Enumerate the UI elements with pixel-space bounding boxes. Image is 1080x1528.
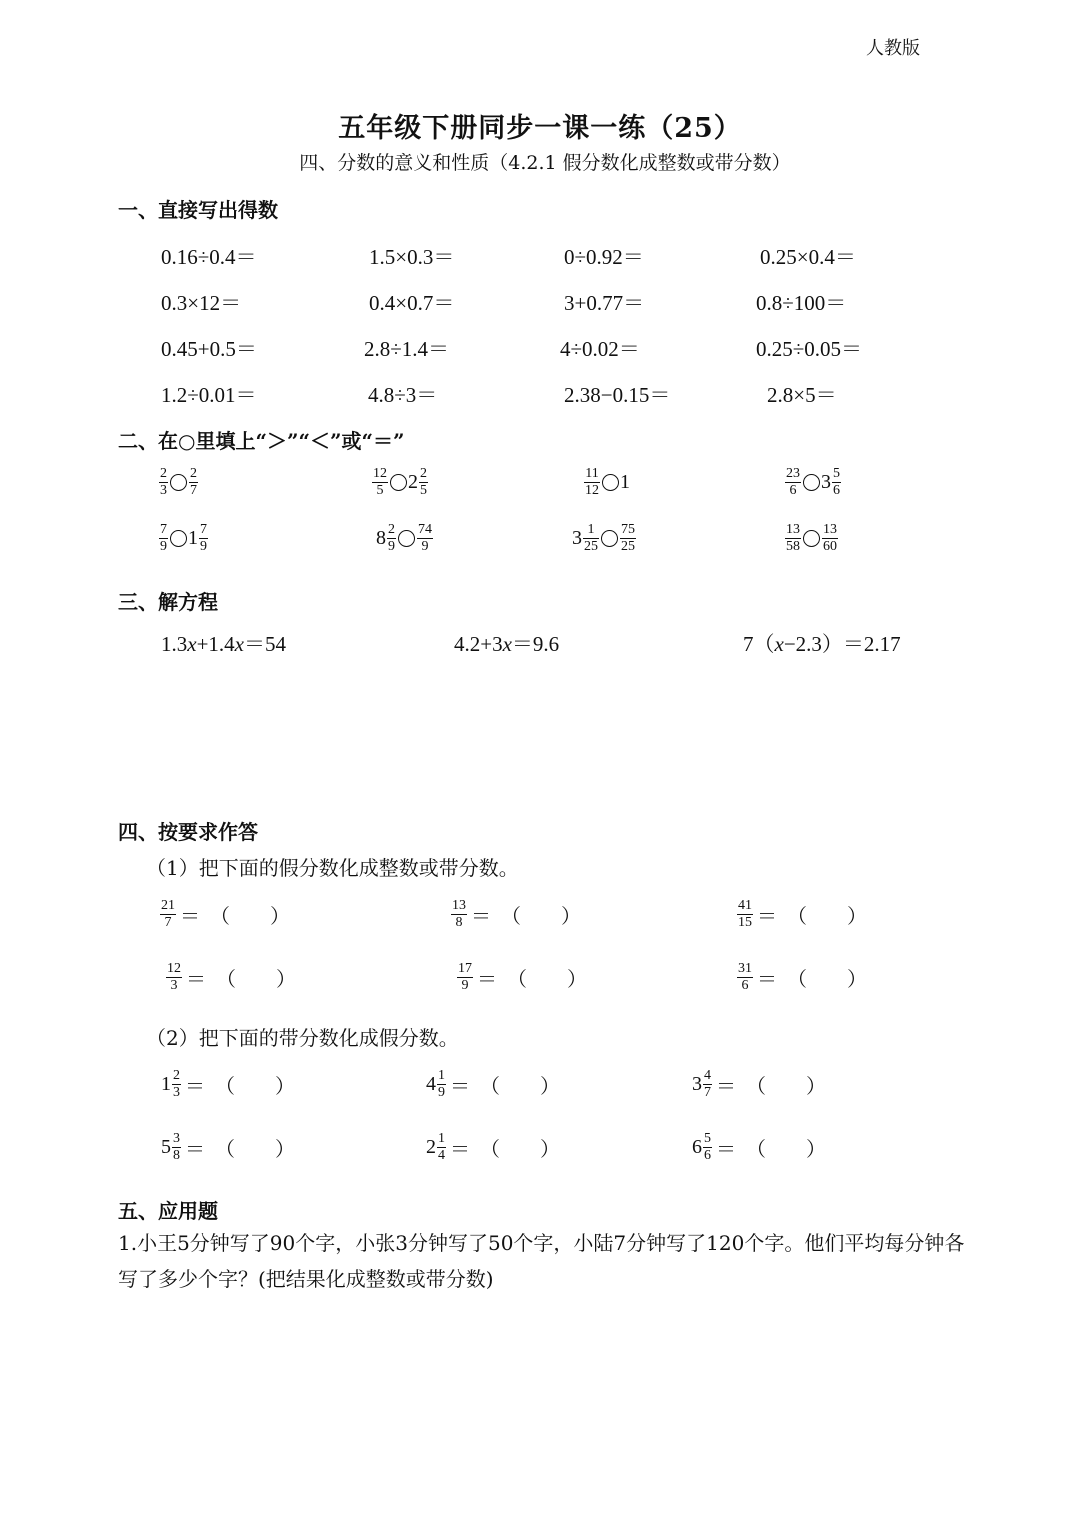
edition-label: 人教版 <box>866 38 920 59</box>
calc-item: 2.8÷1.4＝ <box>364 337 450 361</box>
improper-fraction-item: $\frac{31}{6}$ ＝ （ ） <box>738 961 867 993</box>
mixed-number-item: 3 $\frac{4}{7}$ ＝ （ ） <box>692 1068 826 1100</box>
answer-blank[interactable]: （ ） <box>216 969 296 991</box>
equation-1: 1.3x+1.4x＝54 <box>161 632 286 656</box>
improper-fraction-item: $\frac{13}{8}$ ＝ （ ） <box>452 898 581 930</box>
section-heading-2: 二、在○里填上“＞”“＜”或“＝” <box>118 429 405 453</box>
answer-blank[interactable]: （ ） <box>215 1139 295 1161</box>
answer-circle[interactable] <box>803 530 820 547</box>
calc-item: 0.4×0.7＝ <box>369 291 455 315</box>
page-title: 五年级下册同步一课一练（25） <box>338 113 742 144</box>
calc-item: 1.2÷0.01＝ <box>161 383 257 407</box>
compare-item: $\frac{23}{6}$ 3 $\frac{5}{6}$ <box>786 466 840 498</box>
part-1-instruction: （1）把下面的假分数化成整数或带分数。 <box>146 856 519 880</box>
equation-3: 7（x−2.3）＝2.17 <box>743 632 901 656</box>
answer-blank[interactable]: （ ） <box>215 1076 295 1098</box>
section-heading-5: 五、应用题 <box>118 1199 218 1223</box>
compare-item: $\frac{13}{58}$ $\frac{13}{60}$ <box>786 522 837 554</box>
answer-circle[interactable] <box>602 474 619 491</box>
mixed-number-item: 4 $\frac{1}{9}$ ＝ （ ） <box>426 1068 560 1100</box>
answer-circle[interactable] <box>803 474 820 491</box>
mixed-number-item: 5 $\frac{3}{8}$ ＝ （ ） <box>161 1131 295 1163</box>
compare-item: $\frac{7}{9}$ 1 $\frac{7}{9}$ <box>160 522 207 554</box>
mixed-number-item: 1 $\frac{2}{3}$ ＝ （ ） <box>161 1068 295 1100</box>
improper-fraction-item: $\frac{17}{9}$ ＝ （ ） <box>458 961 587 993</box>
compare-item: $\frac{11}{12}$ 1 <box>585 466 630 498</box>
answer-blank[interactable]: （ ） <box>480 1076 560 1098</box>
compare-item: 8 $\frac{2}{9}$ $\frac{74}{9}$ <box>376 522 432 554</box>
answer-blank[interactable]: （ ） <box>507 969 587 991</box>
improper-fraction-item: $\frac{41}{15}$ ＝ （ ） <box>738 898 867 930</box>
calc-item: 0.25÷0.05＝ <box>756 337 863 361</box>
compare-item: $\frac{12}{5}$ 2 $\frac{2}{5}$ <box>373 466 427 498</box>
calc-item: 0.8÷100＝ <box>756 291 847 315</box>
calc-item: 0.45+0.5＝ <box>161 337 257 361</box>
answer-blank[interactable]: （ ） <box>787 969 867 991</box>
section-heading-3: 三、解方程 <box>118 590 218 614</box>
improper-fraction-item: $\frac{12}{3}$ ＝ （ ） <box>167 961 296 993</box>
calc-item: 4.8÷3＝ <box>368 383 438 407</box>
calc-item: 4÷0.02＝ <box>560 337 640 361</box>
answer-circle[interactable] <box>170 530 187 547</box>
compare-item: 3 $\frac{1}{25}$ $\frac{75}{25}$ <box>572 522 635 554</box>
calc-item: 0.25×0.4＝ <box>760 245 856 269</box>
equation-2: 4.2+3x＝9.6 <box>454 632 560 656</box>
answer-blank[interactable]: （ ） <box>787 906 867 928</box>
calc-item: 3+0.77＝ <box>564 291 645 315</box>
calc-item: 0.16÷0.4＝ <box>161 245 257 269</box>
answer-circle[interactable] <box>170 474 187 491</box>
improper-fraction-item: $\frac{21}{7}$ ＝ （ ） <box>161 898 290 930</box>
answer-blank[interactable]: （ ） <box>480 1139 560 1161</box>
calc-item: 2.8×5＝ <box>767 383 837 407</box>
mixed-number-item: 2 $\frac{1}{4}$ ＝ （ ） <box>426 1131 560 1163</box>
answer-blank[interactable]: （ ） <box>746 1139 826 1161</box>
answer-blank[interactable]: （ ） <box>501 906 581 928</box>
page-subtitle: 四、分数的意义和性质（4.2.1 假分数化成整数或带分数） <box>299 152 791 174</box>
section-heading-4: 四、按要求作答 <box>118 820 258 844</box>
answer-circle[interactable] <box>390 474 407 491</box>
answer-circle[interactable] <box>398 530 415 547</box>
compare-item: $\frac{2}{3}$ $\frac{2}{7}$ <box>160 466 197 498</box>
word-problem-1: 1.小王5分钟写了90个字，小张3分钟写了50个字，小陆7分钟写了120个字。他们平均每分钟各写了多少个字？(把结果化成整数或带分数) <box>118 1231 965 1291</box>
answer-blank[interactable]: （ ） <box>746 1076 826 1098</box>
calc-item: 0÷0.92＝ <box>564 245 644 269</box>
section-heading-1: 一、直接写出得数 <box>118 198 278 222</box>
answer-circle[interactable] <box>601 530 618 547</box>
calc-item: 2.38−0.15＝ <box>564 383 671 407</box>
part-2-instruction: （2）把下面的带分数化成假分数。 <box>146 1026 459 1050</box>
answer-blank[interactable]: （ ） <box>210 906 290 928</box>
calc-item: 0.3×12＝ <box>161 291 242 315</box>
calc-item: 1.5×0.3＝ <box>369 245 455 269</box>
mixed-number-item: 6 $\frac{5}{6}$ ＝ （ ） <box>692 1131 826 1163</box>
